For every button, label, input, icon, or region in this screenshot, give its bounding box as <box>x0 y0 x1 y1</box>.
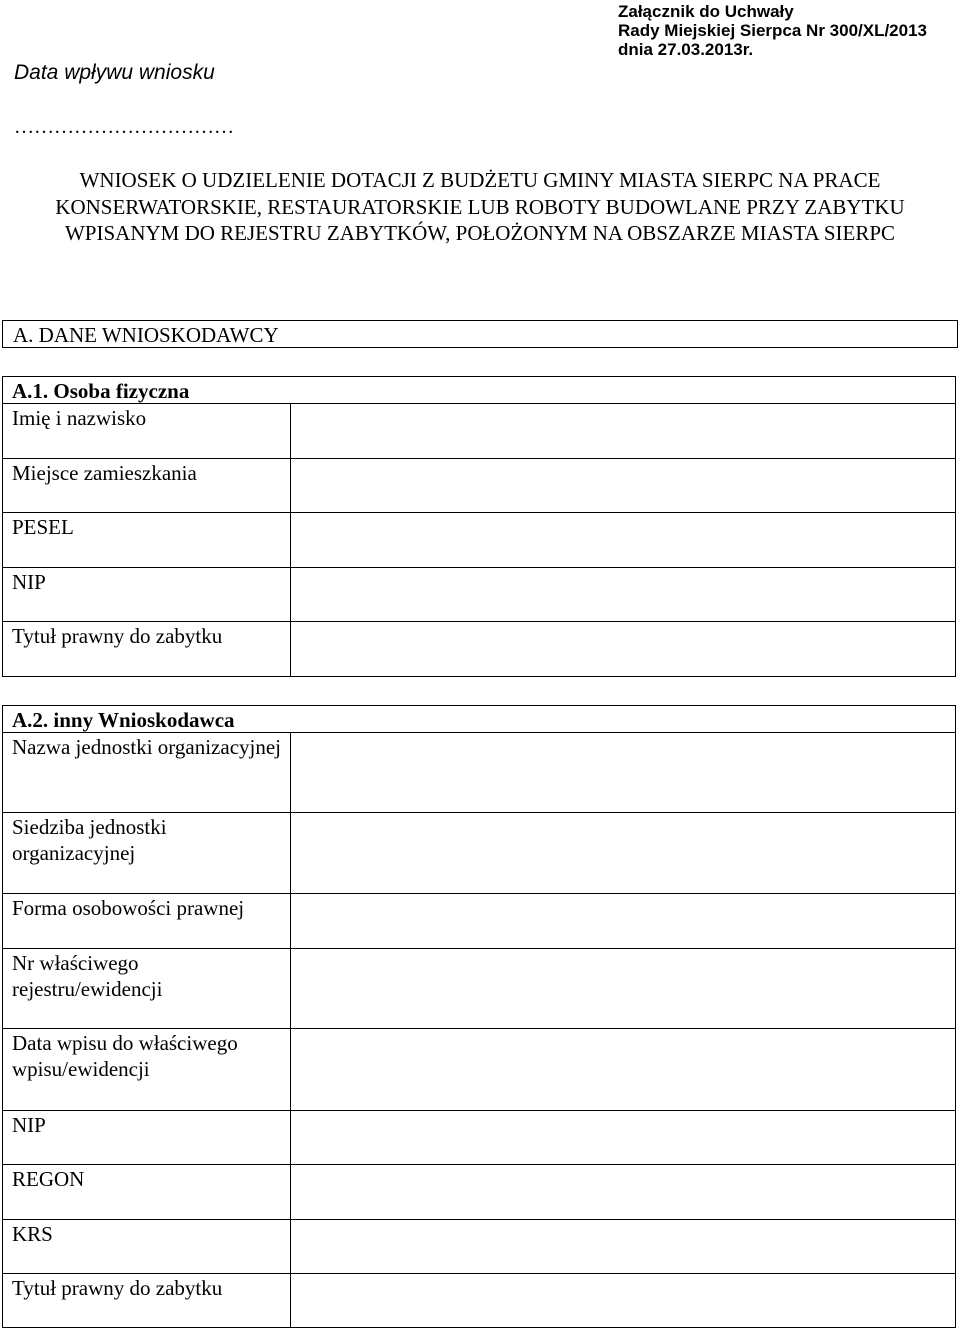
table-row <box>3 894 956 949</box>
field-label: NIP <box>3 1111 291 1165</box>
other-applicant-table <box>2 705 956 1328</box>
legal-form-field[interactable] <box>291 894 956 949</box>
table-row <box>3 1165 956 1220</box>
table-row <box>3 622 956 677</box>
field-label: NIP <box>3 568 291 622</box>
field-label: Tytuł prawny do zabytku <box>3 622 291 677</box>
register-date-field[interactable] <box>291 1029 956 1111</box>
field-label: Miejsce zamieszkania <box>3 459 291 513</box>
nip-field[interactable] <box>291 568 956 622</box>
a2-heading: A.2. inny Wnioskodawca <box>3 706 956 733</box>
field-label: REGON <box>3 1165 291 1220</box>
nip-field[interactable] <box>291 1111 956 1165</box>
full-name-field[interactable] <box>291 404 956 459</box>
org-name-field[interactable] <box>291 733 956 813</box>
regon-field[interactable] <box>291 1165 956 1220</box>
table-row <box>3 513 956 568</box>
field-label: Forma osobowości prawnej <box>3 894 291 949</box>
residence-field[interactable] <box>291 459 956 513</box>
table-row <box>3 459 956 513</box>
table-row <box>3 568 956 622</box>
org-seat-field[interactable] <box>291 813 956 894</box>
table-row <box>3 1111 956 1165</box>
table-row <box>3 404 956 459</box>
attachment-line-2: Rady Miejskiej Sierpca Nr 300/XL/2013 <box>618 21 928 40</box>
field-label: Nazwa jednostki organizacyjnej <box>3 733 291 813</box>
section-a-header <box>2 320 958 348</box>
table-row <box>3 1029 956 1111</box>
attachment-line-1: Załącznik do Uchwały <box>618 2 794 21</box>
krs-field[interactable] <box>291 1220 956 1274</box>
table-row <box>3 733 956 813</box>
field-label: Tytuł prawny do zabytku <box>3 1274 291 1328</box>
table-row <box>3 1274 956 1328</box>
document-title: WNIOSEK O UDZIELENIE DOTACJI Z BUDŻETU GMINY MIASTA SIERPC NA PRACE KONSERWATORSKIE, RESTAURATORSKIE LUB ROBOTY BUDOWLANE PRZY ZABYTKU WPISANYM DO REJESTRU ZABYTKÓW, POŁOŻONYM NA OBSZARZE MIASTA SIERPC <box>55 168 905 245</box>
table-row <box>3 949 956 1029</box>
field-label: Imię i nazwisko <box>3 404 291 459</box>
field-label: Nr właściwego rejestru/ewidencji <box>3 949 291 1029</box>
a1-heading: A.1. Osoba fizyczna <box>3 377 956 404</box>
legal-title-field[interactable] <box>291 1274 956 1328</box>
field-label: Data wpisu do właściwego wpisu/ewidencji <box>3 1029 291 1111</box>
pesel-field[interactable] <box>291 513 956 568</box>
section-a-heading: A. DANE WNIOSKODAWCY <box>13 323 279 347</box>
field-label: Siedziba jednostki organizacyjnej <box>3 813 291 894</box>
attachment-note <box>618 2 927 59</box>
receipt-date-label: Data wpływu wniosku <box>14 61 215 84</box>
legal-title-field[interactable] <box>291 622 956 677</box>
attachment-line-3: dnia 27.03.2013r. <box>618 40 754 59</box>
natural-person-table <box>2 376 956 677</box>
field-label: KRS <box>3 1220 291 1274</box>
field-label: PESEL <box>3 513 291 568</box>
table-row <box>3 813 956 894</box>
receipt-date-field[interactable]: …………………………… <box>14 116 234 138</box>
register-number-field[interactable] <box>291 949 956 1029</box>
table-row <box>3 1220 956 1274</box>
